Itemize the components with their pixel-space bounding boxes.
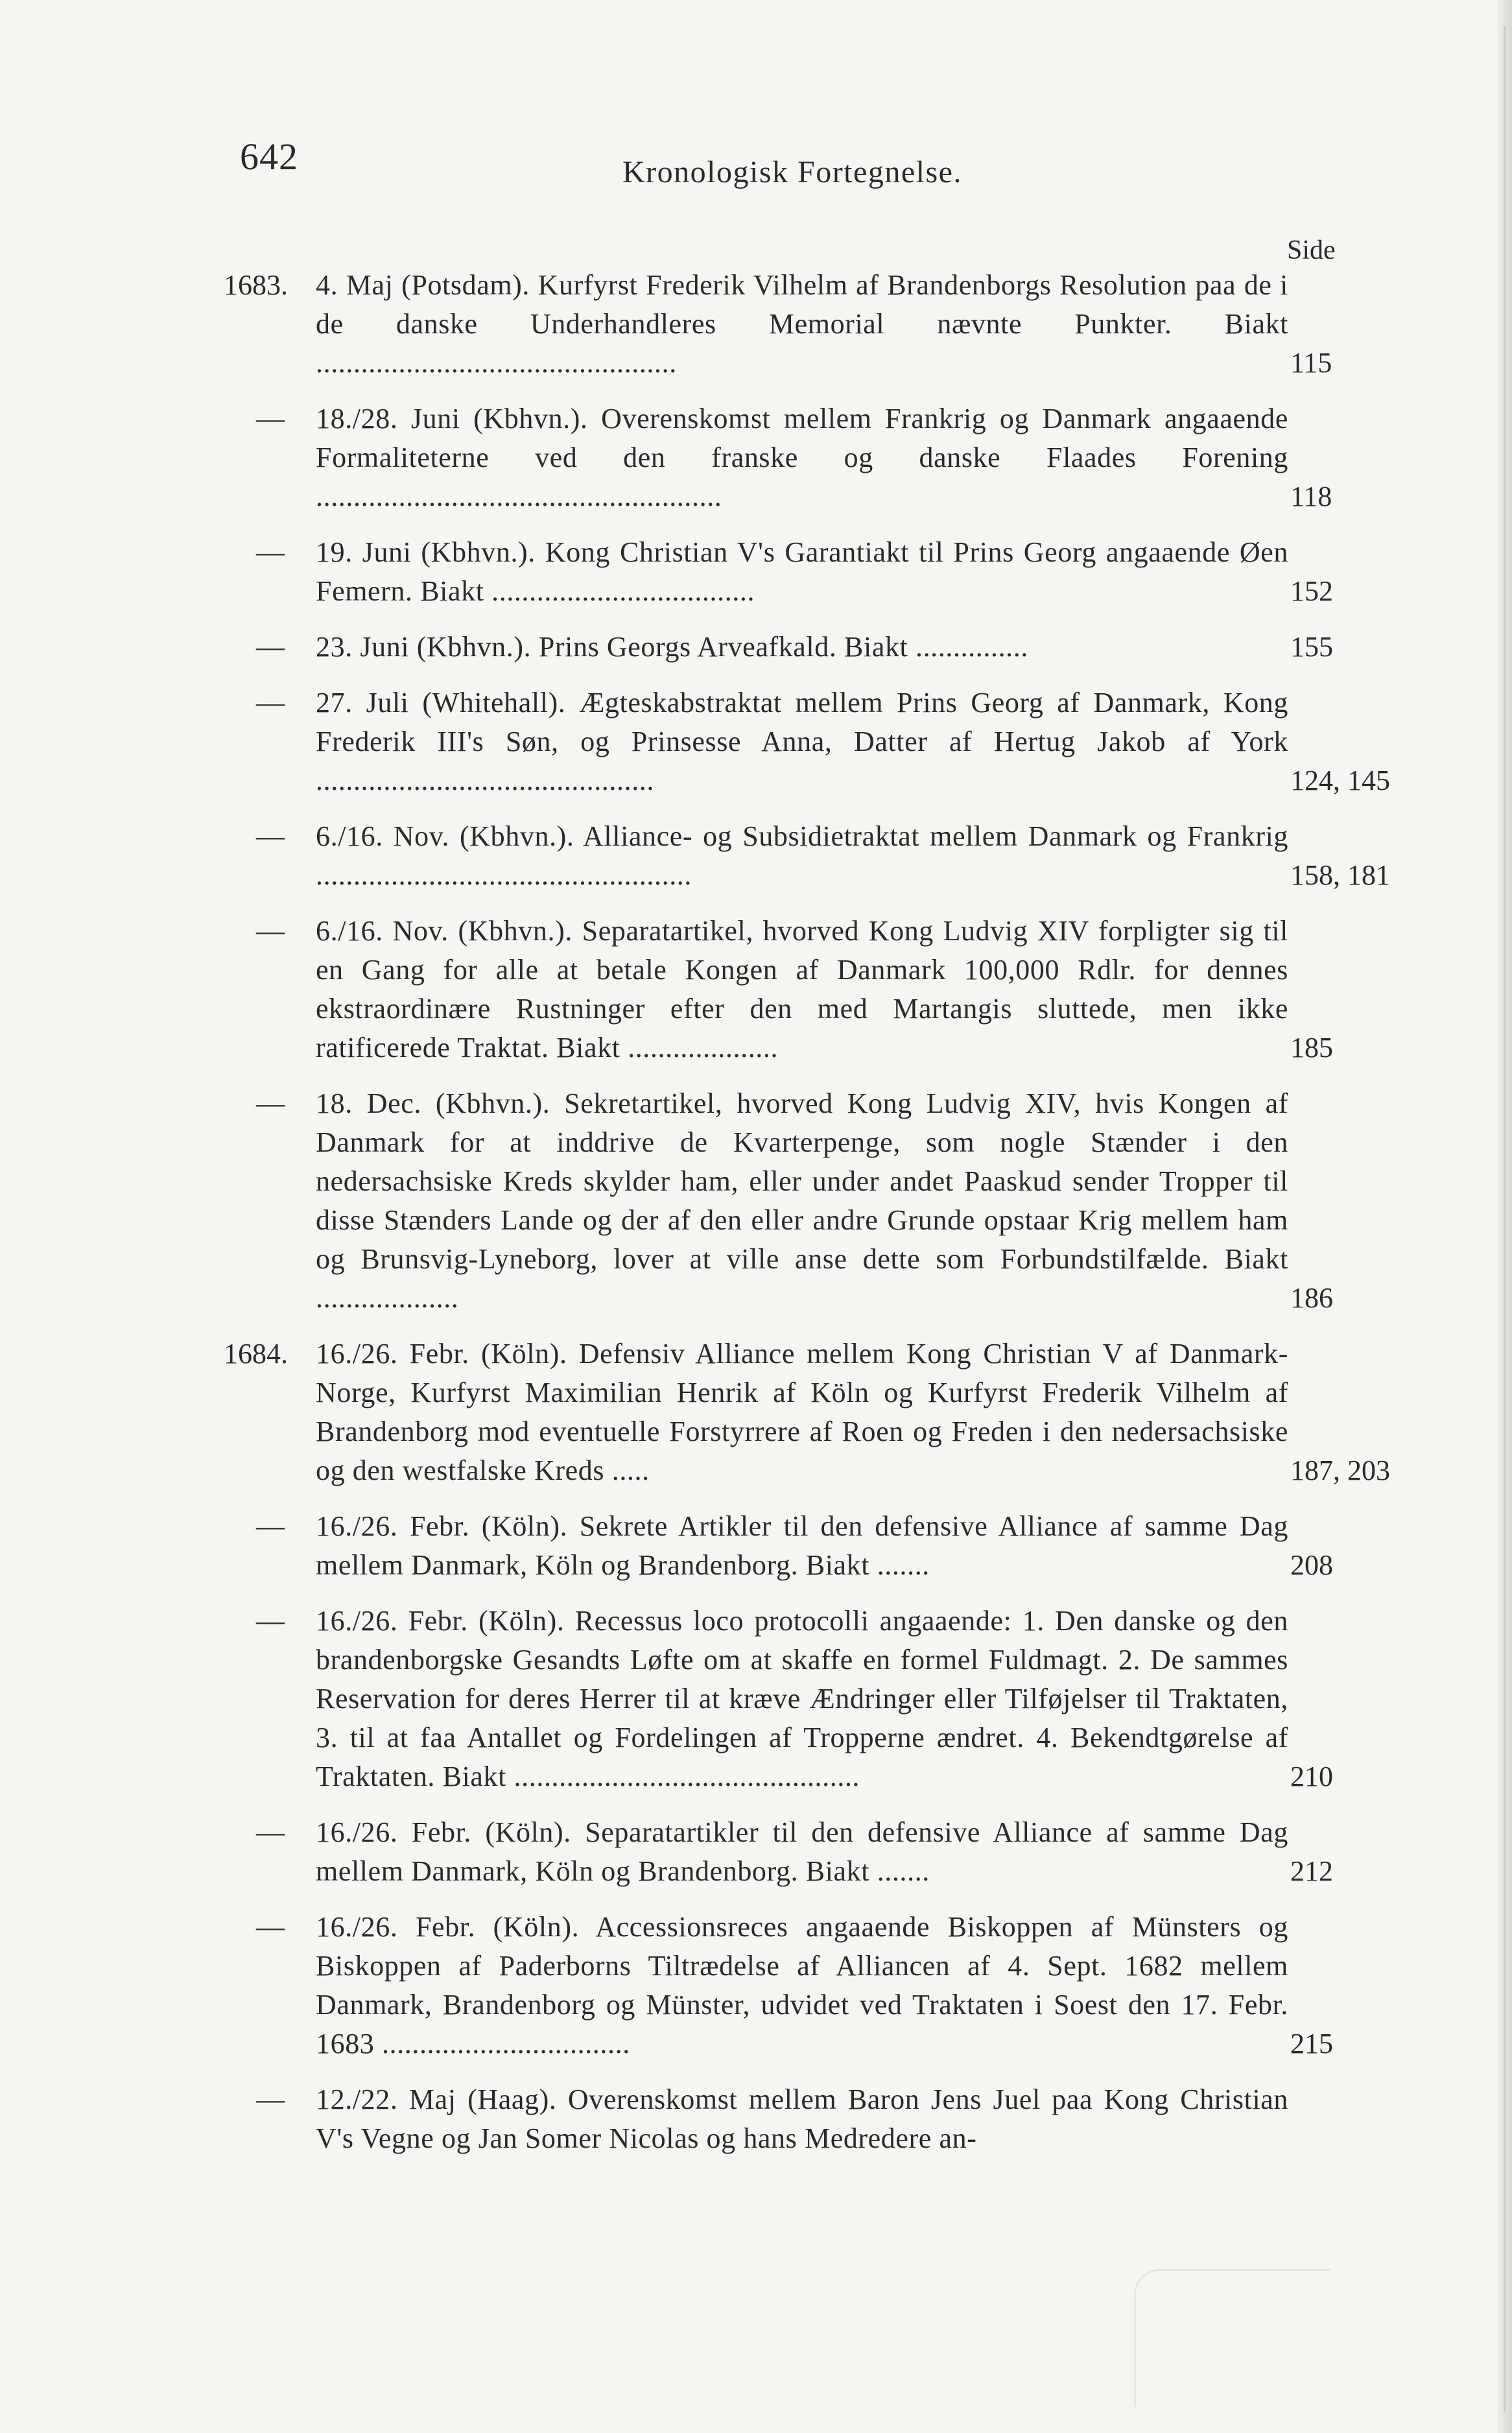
entry-page-ref: 115 (1290, 347, 1332, 379)
entry-ditto-mark: — (256, 1816, 285, 1848)
entry (0, 2080, 1512, 2158)
entry-text: 16./26. Febr. (Köln). Defensiv Alliance mellem Kong Christian V af Danmark-Norge, Kurfyrst Maximilian Henrik af Köln og Kurfyrst Frederik Vilhelm af Brandenborg mod eventuelle Forstyrrere af Roen og Freden i den nedersachsiske og den westfalske Kreds ..... (316, 1338, 1288, 1486)
entry-text: 6./16. Nov. (Kbhvn.). Alliance- og Subsidietraktat mellem Danmark og Frankrig .................................................. (316, 820, 1288, 891)
entry-ditto-mark: — (256, 687, 285, 718)
running-head: Kronologisk Fortegnelse. (622, 155, 962, 189)
entry-page-ref: 212 (1290, 1855, 1333, 1887)
entry-text: 12./22. Maj (Haag). Overenskomst mellem Baron Jens Juel paa Kong Christian V's Vegne og Jan Somer Nicolas og hans Medredere an- (316, 2083, 1288, 2154)
entry-text: 4. Maj (Potsdam). Kurfyrst Frederik Vilhelm af Brandenborgs Resolution paa de i de danske Underhandleres Memorial nævnte Punkter. Biakt ................................................ (316, 269, 1288, 379)
entry (0, 1507, 1512, 1585)
entry-text: 18./28. Juni (Kbhvn.). Overenskomst mellem Frankrig og Danmark angaaende Formaliteterne ved den franske og danske Flaades Forening ...................................................... (316, 403, 1288, 512)
entry (0, 1813, 1512, 1891)
entry-text: 16./26. Febr. (Köln). Sekrete Artikler til den defensive Alliance af samme Dag mellem Danmark, Köln og Brandenborg. Biakt ....... (316, 1510, 1288, 1581)
entry (0, 912, 1512, 1067)
entry-text: 16./26. Febr. (Köln). Separatartikler til den defensive Alliance af samme Dag mellem Danmark, Köln og Brandenborg. Biakt ....... (316, 1816, 1288, 1887)
entry-ditto-mark: — (256, 1510, 285, 1542)
entry-page-ref: 210 (1290, 1761, 1333, 1792)
entry (0, 266, 1512, 383)
entry (0, 817, 1512, 895)
entry-page-ref: 215 (1290, 2028, 1333, 2059)
entry-year: 1684. (224, 1338, 288, 1370)
entry-text: 16./26. Febr. (Köln). Recessus loco protocolli angaaende: 1. Den danske og den brandenborgske Gesandts Løfte om at skaffe en formel Fuldmagt. 2. De sammes Reservation for deres Herrer til at kræve Ændringer eller Tilføjelser til Traktaten, 3. til at faa Antallet og Fordelingen af Tropperne ændret. 4. Bekendtgørelse af Traktaten. Biakt .............................................. (316, 1605, 1288, 1792)
page-number: 642 (240, 136, 298, 178)
entry-ditto-mark: — (256, 2083, 285, 2115)
entry-ditto-mark: — (256, 1911, 285, 1943)
entry-ditto-mark: — (256, 536, 285, 568)
entry-ditto-mark: — (256, 915, 285, 947)
entry-ditto-mark: — (256, 820, 285, 852)
entry-page-ref: 158, 181 (1290, 859, 1390, 891)
entry-page-ref: 187, 203 (1290, 1454, 1390, 1486)
entry-year: 1683. (224, 269, 288, 301)
entry-ditto-mark: — (256, 631, 285, 663)
entry (0, 1084, 1512, 1318)
entry (0, 1908, 1512, 2063)
entry (0, 1602, 1512, 1796)
entry-ditto-mark: — (256, 403, 285, 434)
entry (0, 683, 1512, 800)
entry-text: 27. Juli (Whitehall). Ægteskabstraktat mellem Prins Georg af Danmark, Kong Frederik III's Søn, og Prinsesse Anna, Datter af Hertug Jakob af York ............................................. (316, 687, 1288, 796)
side-column-label: Side (1287, 235, 1336, 265)
entry-page-ref: 208 (1290, 1549, 1333, 1581)
paper-crease (1134, 2269, 1330, 2407)
entry-text: 16./26. Febr. (Köln). Accessionsreces angaaende Biskoppen af Münsters og Biskoppen af Paderborns Tiltrædelse af Alliancen af 4. Sept. 1682 mellem Danmark, Brandenborg og Münster, udvidet ved Traktaten i Soest den 17. Febr. 1683 ................................. (316, 1911, 1288, 2059)
entry-page-ref: 186 (1290, 1282, 1333, 1314)
entry (0, 533, 1512, 611)
entry (0, 399, 1512, 516)
entry-page-ref: 124, 145 (1290, 765, 1390, 796)
entry-text: 19. Juni (Kbhvn.). Kong Christian V's Garantiakt til Prins Georg angaaende Øen Femern. Biakt ................................... (316, 536, 1288, 607)
entry-page-ref: 185 (1290, 1032, 1333, 1063)
entry-page-ref: 152 (1290, 575, 1333, 607)
entry (0, 1335, 1512, 1490)
entry-ditto-mark: — (256, 1605, 285, 1637)
chronology-entries (0, 266, 1512, 2175)
entry-page-ref: 118 (1290, 481, 1332, 512)
entry-ditto-mark: — (256, 1087, 285, 1119)
entry-text: 23. Juni (Kbhvn.). Prins Georgs Arveafkald. Biakt ............... (316, 631, 1028, 663)
entry-text: 18. Dec. (Kbhvn.). Sekretartikel, hvorved Kong Ludvig XIV, hvis Kongen af Danmark for at inddrive de Kvarterpenge, som nogle Stænder i den nedersachsiske Kreds skylder ham, eller under andet Paaskud sender Tropper til disse Stænders Lande og der af den eller andre Grunde opstaar Krig mellem ham og Brunsvig-Lyneborg, lover at ville anse dette som Forbundstilfælde. Biakt ................... (316, 1087, 1288, 1314)
entry-page-ref: 155 (1290, 631, 1333, 663)
entry (0, 628, 1512, 667)
entry-text: 6./16. Nov. (Kbhvn.). Separatartikel, hvorved Kong Ludvig XIV forpligter sig til en Gang for alle at betale Kongen af Danmark 100,000 Rdlr. for dennes ekstraordinære Rustninger efter den med Martangis sluttede, men ikke ratificerede Traktat. Biakt .................... (316, 915, 1288, 1063)
